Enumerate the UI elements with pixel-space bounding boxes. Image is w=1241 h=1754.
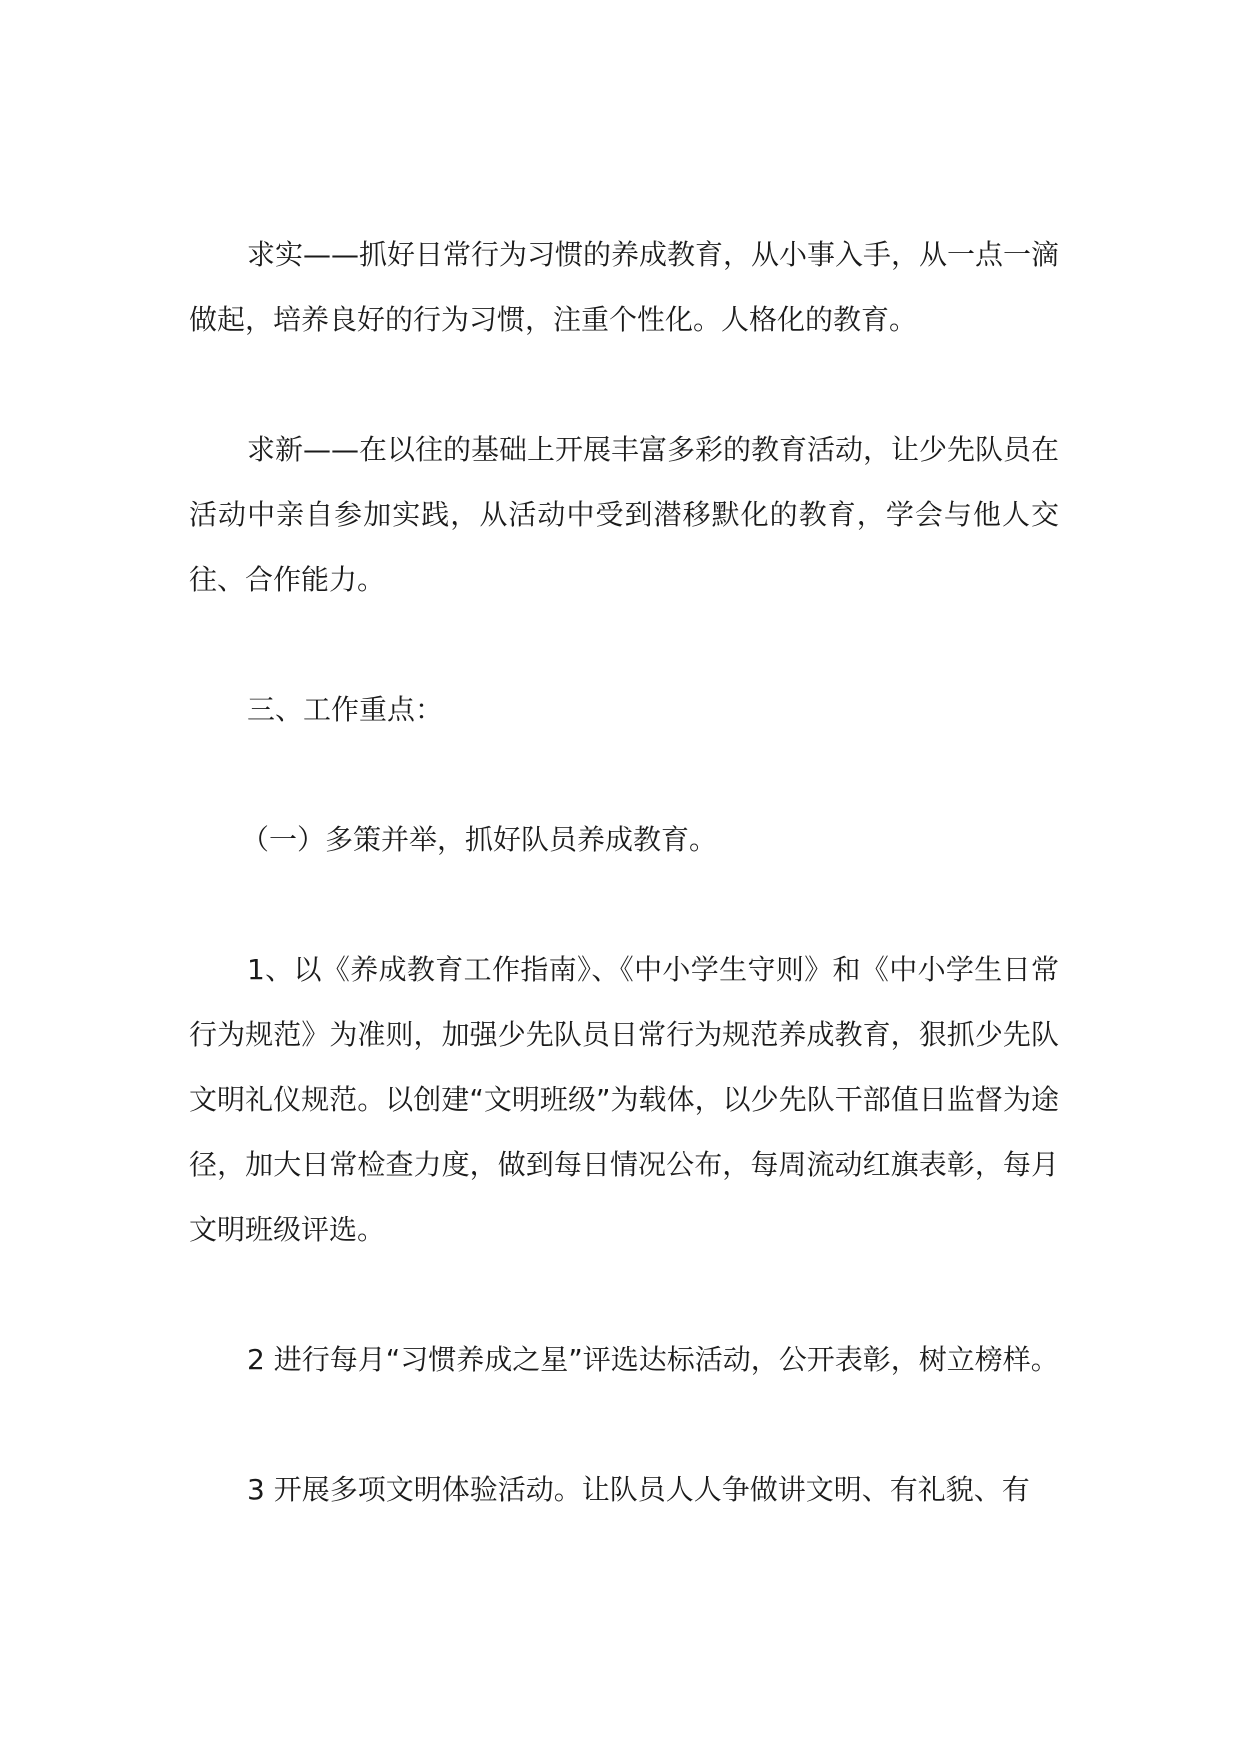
paragraph-qiuxin: 求新——在以往的基础上开展丰富多彩的教育活动，让少先队员在活动中亲自参加实践，从活动中受到潜移默化的教育，学会与他人交往、合作能力。	[189, 433, 1060, 596]
paragraph-qiushi: 求实——抓好日常行为习惯的养成教育，从小事入手，从一点一滴做起，培养良好的行为习惯，注重个性化。人格化的教育。	[189, 238, 1060, 336]
list-item-2: 2 进行每月“习惯养成之星”评选达标活动，公开表彰，树立榜样。	[247, 1343, 1059, 1376]
document-body	[189, 222, 1059, 1587]
subheading-habit-education: （一）多策并举，抓好队员养成教育。	[241, 823, 718, 856]
section-heading-work-focus: 三、工作重点：	[247, 693, 444, 726]
list-item-3: 3 开展多项文明体验活动。让队员人人争做讲文明、有礼貌、有	[247, 1473, 1030, 1506]
list-item-1: 1、以《养成教育工作指南》、《中小学生守则》和《中小学生日常行为规范》为准则，加强少先队员日常行为规范养成教育，狠抓少先队文明礼仪规范。以创建“文明班级”为载体，以少先队干部值日监督为途径，加大日常检查力度，做到每日情况公布，每周流动红旗表彰，每月文明班级评选。	[189, 953, 1059, 1246]
